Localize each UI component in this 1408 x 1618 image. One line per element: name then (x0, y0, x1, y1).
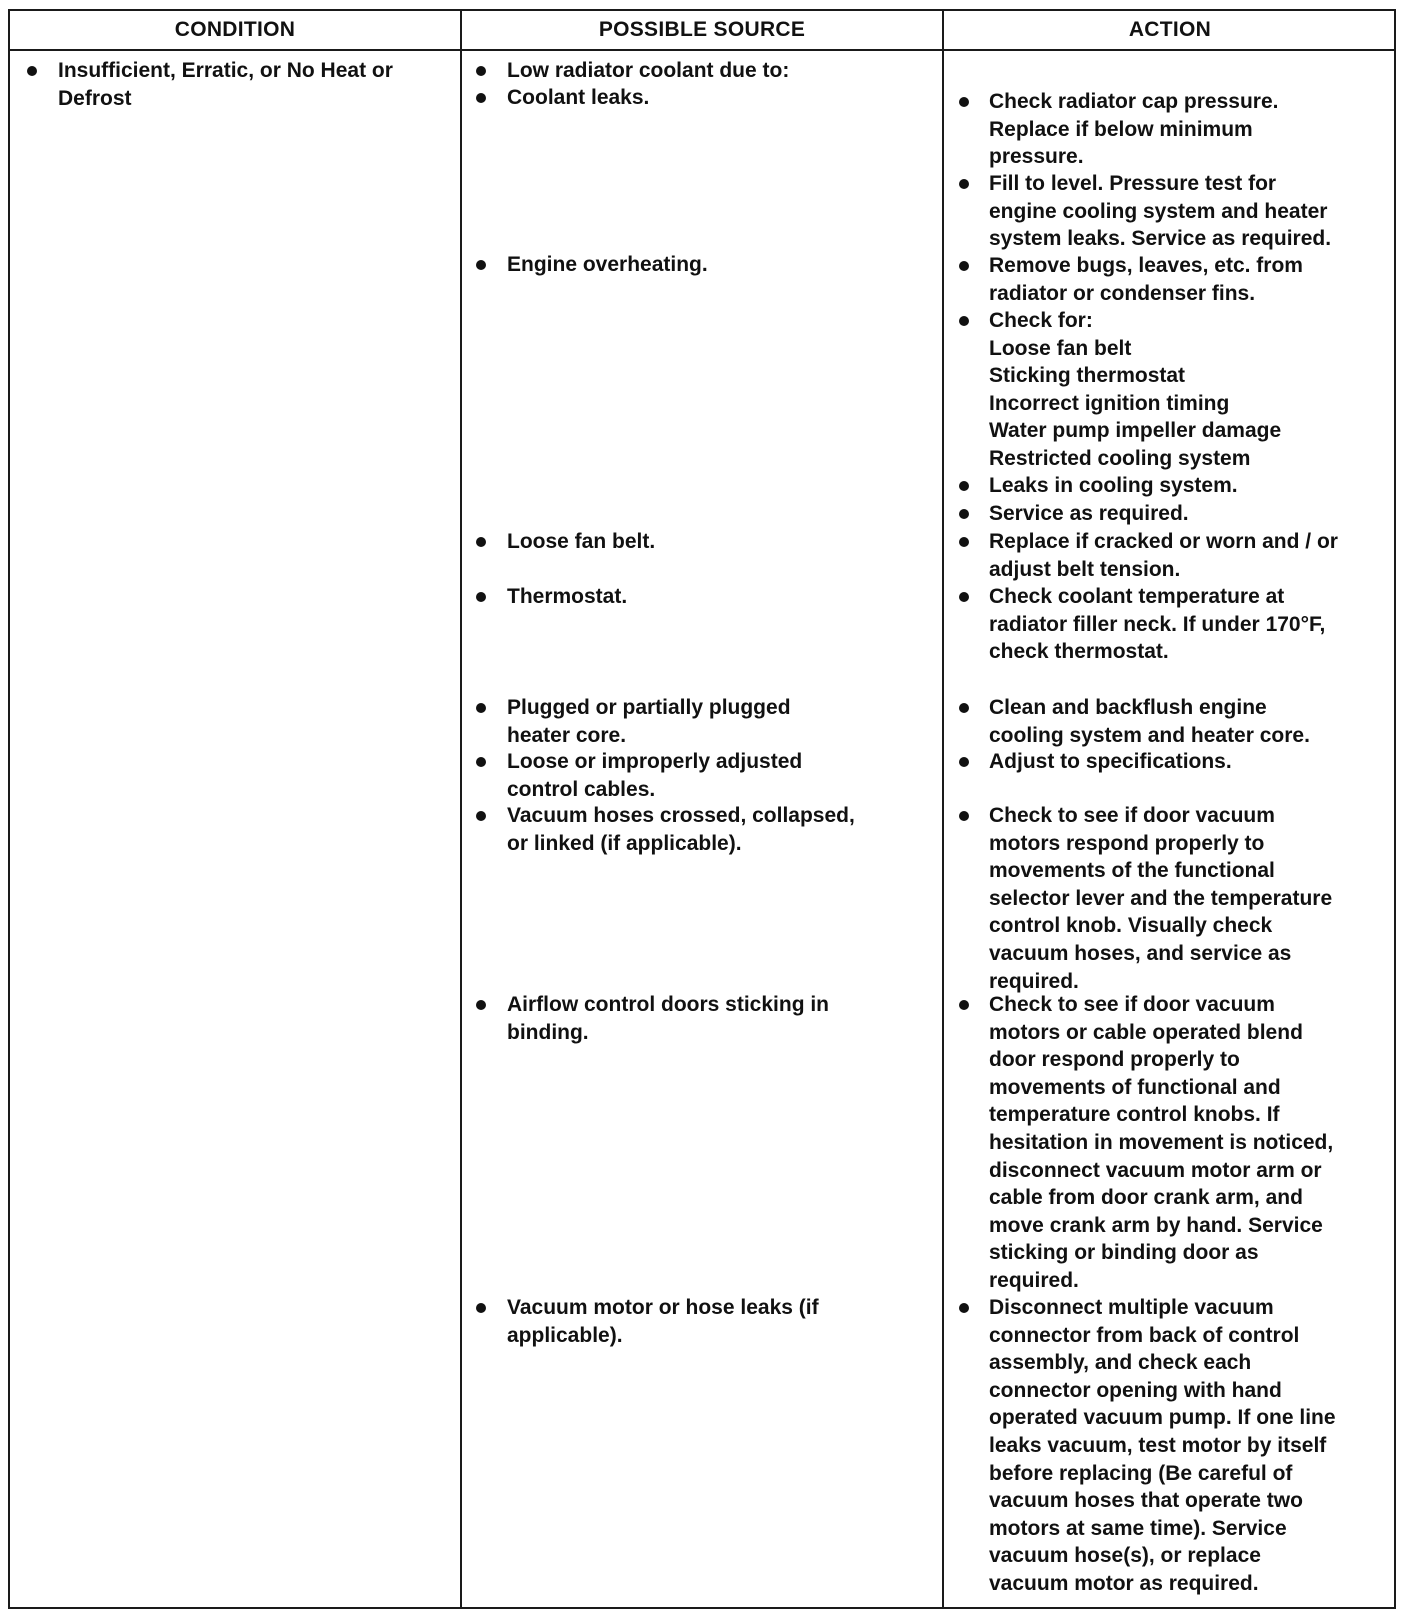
source-bullet (476, 537, 486, 547)
source-bullet (476, 1303, 486, 1313)
source-bullet (476, 1000, 486, 1010)
action-bullet (959, 703, 969, 713)
source-item-control-cables: Loose or improperly adjusted control cables. (507, 750, 803, 801)
action-item-door-vacuum-motors: Check to see if door vacuum motors respond properly to movements of the functional selector lever and the temperature control knob. Visually check vacuum hoses, and service as required. (989, 804, 1333, 993)
header-action: ACTION (1128, 18, 1212, 41)
action-item-service: Service as required. (989, 502, 1189, 525)
action-bullet (959, 97, 969, 107)
action-bullet (959, 592, 969, 602)
source-bullet (476, 93, 486, 103)
column-divider-2 (942, 11, 944, 1607)
action-item-remove-bugs: Remove bugs, leaves, etc. from radiator or condenser fins. (989, 254, 1303, 305)
source-item-vacuum-hoses: Vacuum hoses crossed, collapsed, or linked (if applicable). (507, 804, 855, 855)
action-item-backflush: Clean and backflush engine cooling system and heater core. (989, 696, 1310, 747)
source-item-airflow-doors: Airflow control doors sticking in binding. (507, 993, 830, 1044)
action-item-disconnect-vacuum: Disconnect multiple vacuum connector from back of control assembly, and check each connector opening with hand operated vacuum pump. If one line leaks vacuum, test motor by itself before replacing (Be careful of vacuum hoses that operate two motors at same time). Service vacuum hose(s), or replace vacuum motor as required. (989, 1296, 1336, 1595)
action-bullet (959, 811, 969, 821)
action-bullet (959, 509, 969, 519)
action-bullet (959, 179, 969, 189)
source-item-engine-overheating: Engine overheating. (507, 253, 708, 276)
header-possible-source: POSSIBLE SOURCE (598, 18, 806, 41)
source-item-heater-core: Plugged or partially plugged heater core. (507, 696, 791, 747)
action-item-blend-door: Check to see if door vacuum motors or cable operated blend door respond properly to movements of functional and temperature control knobs. If hesitation in movement is noticed, disconnect vacuum motor arm or cable from door crank arm, and move crank arm by hand. Service sticking or binding door as required. (989, 993, 1334, 1292)
action-item-radiator-cap: Check radiator cap pressure. Replace if below minimum pressure. (989, 90, 1279, 169)
source-item-coolant-leaks: Coolant leaks. (507, 86, 650, 109)
action-item-fill-level: Fill to level. Pressure test for engine cooling system and heater system leaks. Service as required. (989, 172, 1332, 251)
action-item-replace-belt: Replace if cracked or worn and / or adjust belt tension. (989, 530, 1338, 581)
source-bullet (476, 260, 486, 270)
source-bullet (476, 757, 486, 767)
header-divider (10, 49, 1394, 51)
action-bullet (959, 316, 969, 326)
action-item-check-for: Check for: Loose fan belt Sticking thermostat Incorrect ignition timing Water pump impeller damage Restricted cooling system (989, 309, 1282, 470)
source-item-thermostat: Thermostat. (507, 585, 628, 608)
condition-bullet (27, 66, 37, 76)
action-bullet (959, 1000, 969, 1010)
column-divider-1 (460, 11, 462, 1607)
action-bullet (959, 757, 969, 767)
action-item-leaks: Leaks in cooling system. (989, 474, 1238, 497)
action-bullet (959, 261, 969, 271)
source-bullet (476, 592, 486, 602)
action-bullet (959, 1303, 969, 1313)
action-item-coolant-temperature: Check coolant temperature at radiator filler neck. If under 170°F, check thermostat. (989, 585, 1326, 664)
header-condition: CONDITION (174, 18, 296, 41)
source-bullet (476, 66, 486, 76)
action-bullet (959, 537, 969, 547)
source-item-vacuum-motor-leaks: Vacuum motor or hose leaks (if applicable). (507, 1296, 819, 1347)
action-item-adjust: Adjust to specifications. (989, 750, 1232, 773)
source-bullet (476, 811, 486, 821)
source-item-loose-fan-belt: Loose fan belt. (507, 530, 656, 553)
source-bullet (476, 703, 486, 713)
troubleshooting-table (8, 9, 1396, 1609)
condition-text: Insufficient, Erratic, or No Heat or Defrost (58, 59, 393, 110)
source-item-low-coolant: Low radiator coolant due to: (507, 59, 790, 82)
action-bullet (959, 481, 969, 491)
